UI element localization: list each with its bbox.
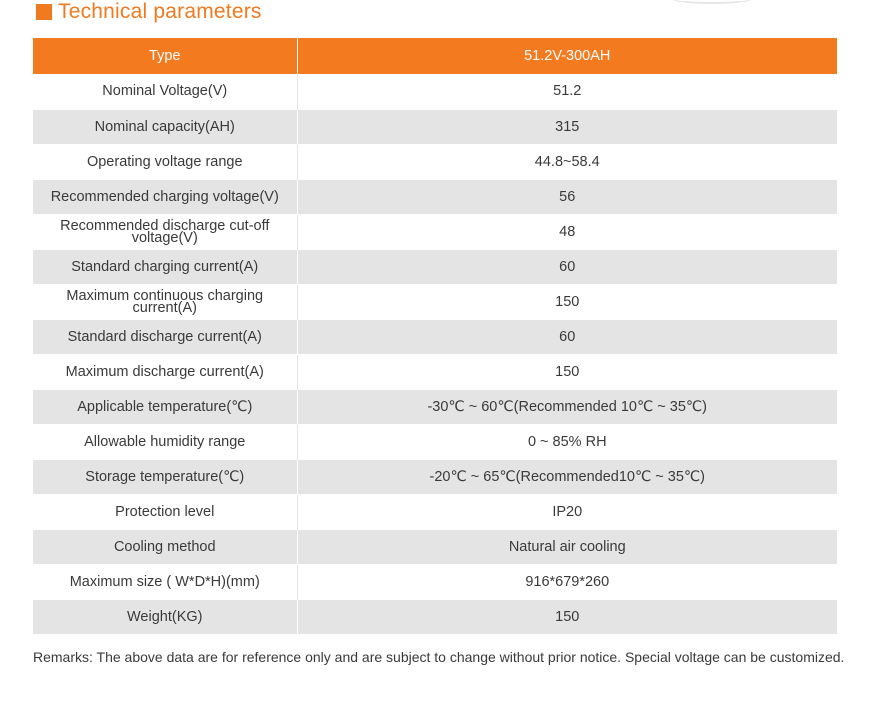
param-value: 51.2 bbox=[297, 74, 837, 109]
param-label: Standard charging current(A) bbox=[33, 249, 297, 284]
param-label: Nominal capacity(AH) bbox=[33, 109, 297, 144]
param-value: 916*679*260 bbox=[297, 564, 837, 599]
param-label: Applicable temperature(℃) bbox=[33, 389, 297, 424]
table-header-row bbox=[33, 38, 837, 74]
technical-parameters-table bbox=[33, 38, 837, 635]
param-value: 60 bbox=[297, 319, 837, 354]
param-label: Weight(KG) bbox=[33, 599, 297, 634]
param-label: Allowable humidity range bbox=[33, 424, 297, 459]
table-row bbox=[33, 109, 837, 144]
param-label: Recommended discharge cut-off voltage(V) bbox=[33, 214, 297, 249]
table-row bbox=[33, 144, 837, 179]
header-type-value: 51.2V-300AH bbox=[297, 38, 837, 74]
param-value: -30℃ ~ 60℃(Recommended 10℃ ~ 35℃) bbox=[297, 389, 837, 424]
param-value: -20℃ ~ 65℃(Recommended10℃ ~ 35℃) bbox=[297, 459, 837, 494]
param-value: 150 bbox=[297, 354, 837, 389]
param-label: Protection level bbox=[33, 494, 297, 529]
table-row bbox=[33, 529, 837, 564]
table-row bbox=[33, 564, 837, 599]
table-row bbox=[33, 319, 837, 354]
param-value: 60 bbox=[297, 249, 837, 284]
param-value: Natural air cooling bbox=[297, 529, 837, 564]
remarks-note: Remarks: The above data are for reference only and are subject to change without prior notice. Special voltage can be customized. bbox=[33, 649, 845, 665]
param-value: 44.8~58.4 bbox=[297, 144, 837, 179]
table-row bbox=[33, 179, 837, 214]
param-value: 0 ~ 85% RH bbox=[297, 424, 837, 459]
table-row bbox=[33, 284, 837, 319]
table-row bbox=[33, 74, 837, 109]
orange-square-icon bbox=[36, 4, 52, 20]
table-row bbox=[33, 249, 837, 284]
param-value: IP20 bbox=[297, 494, 837, 529]
section-heading bbox=[36, 0, 262, 24]
param-label: Operating voltage range bbox=[33, 144, 297, 179]
table-row bbox=[33, 494, 837, 529]
param-value: 56 bbox=[297, 179, 837, 214]
header-type-label: Type bbox=[33, 38, 297, 74]
param-label: Recommended charging voltage(V) bbox=[33, 179, 297, 214]
table-row bbox=[33, 459, 837, 494]
param-label: Standard discharge current(A) bbox=[33, 319, 297, 354]
param-value: 150 bbox=[297, 284, 837, 319]
table-row bbox=[33, 599, 837, 634]
table-row bbox=[33, 214, 837, 249]
param-label: Maximum continuous charging current(A) bbox=[33, 284, 297, 319]
param-value: 315 bbox=[297, 109, 837, 144]
decorative-arc bbox=[672, 0, 752, 4]
param-label: Cooling method bbox=[33, 529, 297, 564]
param-label: Nominal Voltage(V) bbox=[33, 74, 297, 109]
param-value: 150 bbox=[297, 599, 837, 634]
table-row bbox=[33, 389, 837, 424]
param-value: 48 bbox=[297, 214, 837, 249]
param-label: Maximum size ( W*D*H)(mm) bbox=[33, 564, 297, 599]
section-title: Technical parameters bbox=[58, 0, 262, 23]
table-row bbox=[33, 354, 837, 389]
param-label: Maximum discharge current(A) bbox=[33, 354, 297, 389]
param-label: Storage temperature(℃) bbox=[33, 459, 297, 494]
table-row bbox=[33, 424, 837, 459]
